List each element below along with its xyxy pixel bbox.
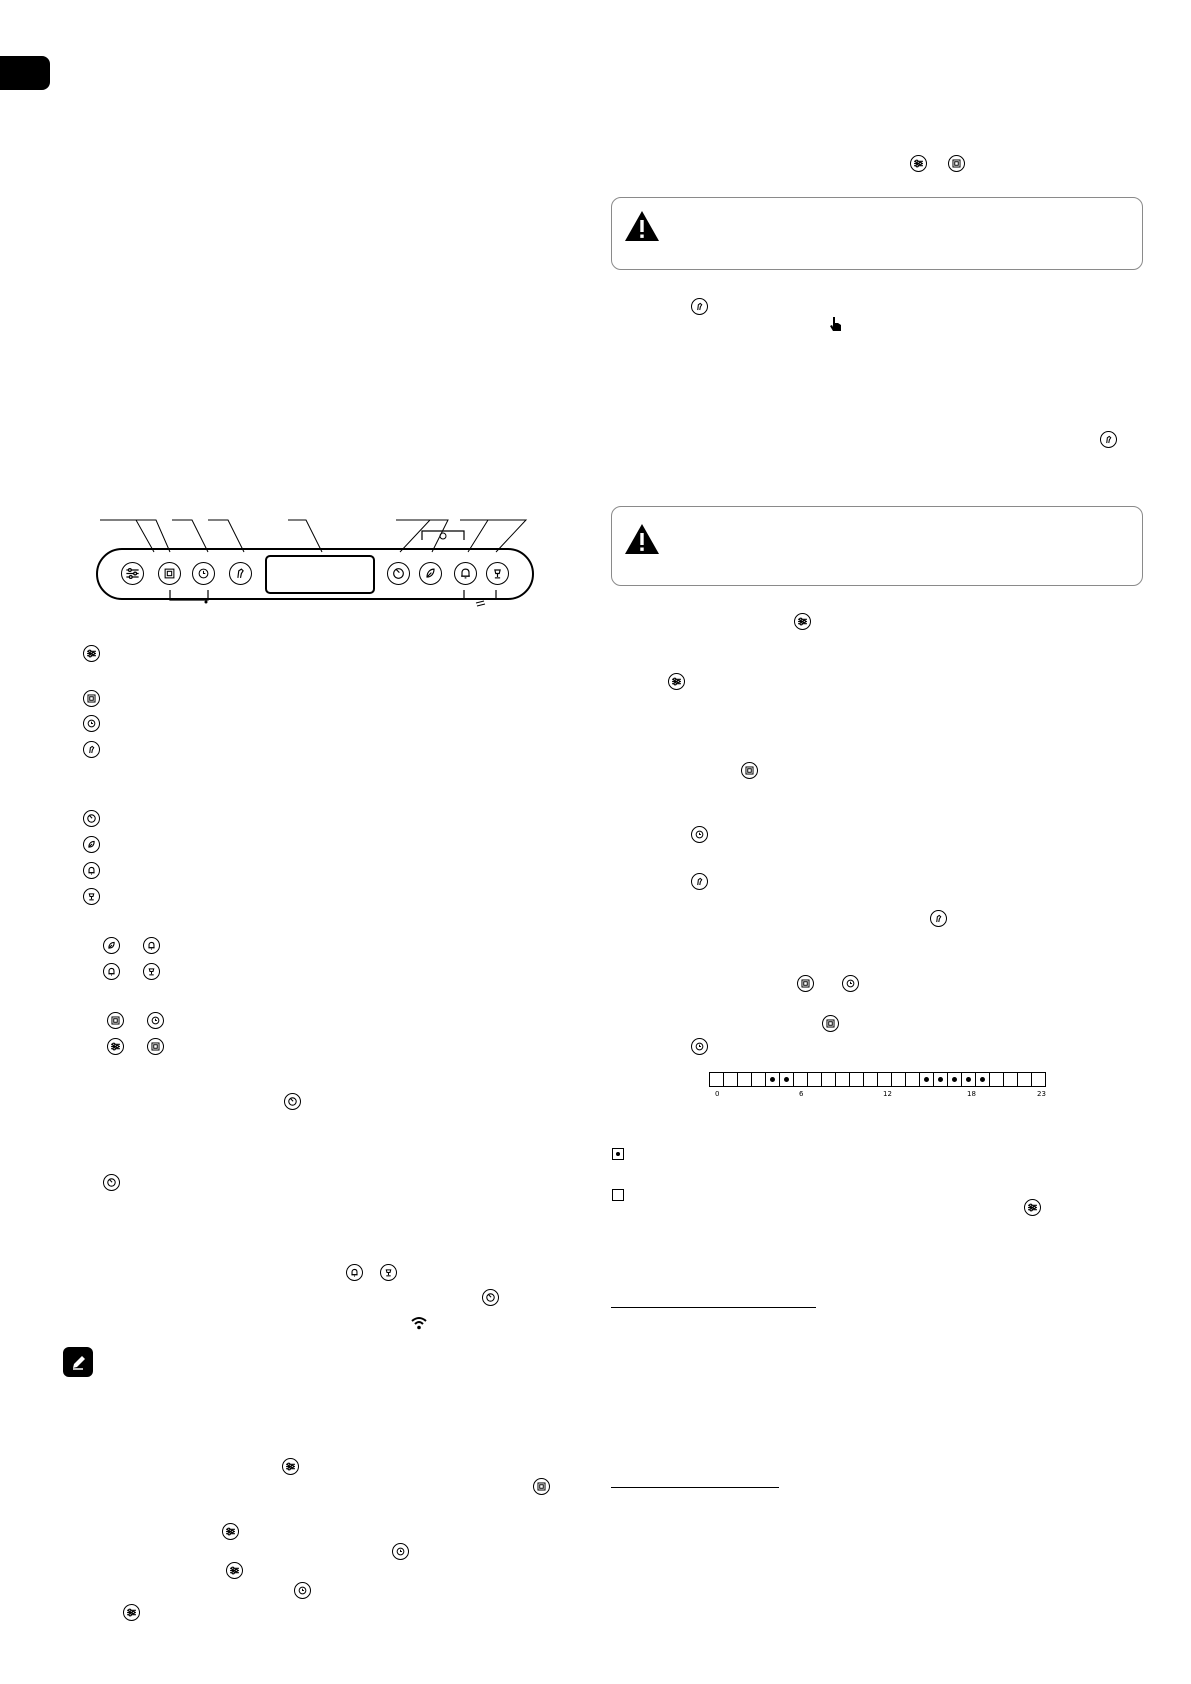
hour-tick-label: 0 — [715, 1090, 720, 1098]
hour-cell[interactable] — [751, 1072, 766, 1087]
program-square-icon — [797, 975, 814, 992]
settings-sliders-icon — [668, 673, 685, 690]
settings-sliders-icon — [107, 1038, 124, 1055]
hour-cell[interactable] — [919, 1072, 934, 1087]
active-hour-dot — [938, 1077, 943, 1082]
hour-cell[interactable] — [905, 1072, 920, 1087]
active-hour-dot — [784, 1077, 789, 1082]
panel-hand-button[interactable] — [229, 562, 252, 585]
hour-cell[interactable] — [779, 1072, 794, 1087]
hour-cell[interactable] — [863, 1072, 878, 1087]
clock-icon — [392, 1543, 409, 1560]
flush-icon — [380, 1264, 397, 1281]
active-hour-dot — [966, 1077, 971, 1082]
hour-cell[interactable] — [835, 1072, 850, 1087]
clock-icon — [691, 1038, 708, 1055]
warning-triangle-icon — [624, 523, 660, 555]
hour-cell[interactable] — [765, 1072, 780, 1087]
hour-cell[interactable] — [709, 1072, 724, 1087]
active-hour-dot — [924, 1077, 929, 1082]
section-underline-2 — [611, 1487, 779, 1488]
program-square-icon — [107, 1012, 124, 1029]
power-icon — [482, 1289, 499, 1306]
hour-cell[interactable] — [807, 1072, 822, 1087]
hour-tick-label: 6 — [799, 1090, 804, 1098]
program-square-icon — [741, 762, 758, 779]
hour-cell[interactable] — [891, 1072, 906, 1087]
warning-box-1 — [611, 197, 1143, 270]
settings-sliders-icon — [226, 1562, 243, 1579]
leaf-icon — [103, 937, 120, 954]
hour-cell[interactable] — [1003, 1072, 1018, 1087]
hour-tick-label: 18 — [967, 1090, 976, 1098]
hour-cell[interactable] — [975, 1072, 990, 1087]
program-square-icon — [533, 1478, 550, 1495]
combo-bracket-left — [168, 588, 212, 604]
hour-cell[interactable] — [947, 1072, 962, 1087]
panel-settings-button[interactable] — [121, 562, 144, 585]
language-tab — [0, 56, 50, 90]
program-square-icon — [147, 1038, 164, 1055]
hour-tick-label: 12 — [883, 1090, 892, 1098]
wifi-icon — [411, 1316, 427, 1330]
panel-bell-button[interactable] — [454, 562, 477, 585]
settings-sliders-icon — [1024, 1199, 1041, 1216]
active-hour-dot — [952, 1077, 957, 1082]
power-icon — [284, 1093, 301, 1110]
leaf-icon — [83, 836, 100, 853]
hour-cell[interactable] — [989, 1072, 1004, 1087]
hour-cell[interactable] — [1017, 1072, 1032, 1087]
hour-cell[interactable] — [849, 1072, 864, 1087]
hand-icon — [83, 741, 100, 758]
hand-icon — [691, 298, 708, 315]
hour-cell[interactable] — [821, 1072, 836, 1087]
hour-cell[interactable] — [723, 1072, 738, 1087]
power-icon — [103, 1174, 120, 1191]
warning-triangle-icon — [624, 210, 660, 242]
settings-sliders-icon — [910, 155, 927, 172]
active-hour-dot — [770, 1077, 775, 1082]
clock-icon — [842, 975, 859, 992]
settings-sliders-icon — [83, 645, 100, 662]
hour-tick-label: 23 — [1037, 1090, 1046, 1098]
hand-icon — [930, 910, 947, 927]
panel-program-button[interactable] — [158, 562, 181, 585]
power-icon — [83, 810, 100, 827]
note-pencil-icon — [63, 1347, 93, 1377]
pointer-hand-icon — [828, 315, 844, 333]
bell-icon — [143, 937, 160, 954]
hour-cell[interactable] — [1031, 1072, 1046, 1087]
bell-icon — [346, 1264, 363, 1281]
panel-leaf-button[interactable] — [419, 562, 442, 585]
active-hour-legend-box — [612, 1148, 624, 1160]
clock-icon — [691, 826, 708, 843]
eco-bracket — [420, 528, 468, 542]
panel-display — [265, 555, 375, 594]
settings-sliders-icon — [794, 613, 811, 630]
section-underline-1 — [611, 1307, 816, 1308]
hour-cell[interactable] — [877, 1072, 892, 1087]
inactive-hour-legend-box — [612, 1189, 624, 1201]
program-square-icon — [948, 155, 965, 172]
settings-sliders-icon — [222, 1523, 239, 1540]
panel-power-button[interactable] — [387, 562, 410, 585]
flush-icon — [143, 963, 160, 980]
clock-icon — [83, 715, 100, 732]
hand-icon — [691, 873, 708, 890]
program-square-icon — [822, 1015, 839, 1032]
hour-cell[interactable] — [961, 1072, 976, 1087]
bell-icon — [83, 862, 100, 879]
hand-icon — [1100, 431, 1117, 448]
timer-grid — [710, 1072, 1046, 1098]
settings-sliders-icon — [282, 1458, 299, 1475]
clock-icon — [147, 1012, 164, 1029]
bell-icon — [103, 963, 120, 980]
clock-icon — [294, 1582, 311, 1599]
hour-cell[interactable] — [737, 1072, 752, 1087]
settings-sliders-icon — [123, 1604, 140, 1621]
warning-box-2 — [611, 506, 1143, 586]
flush-icon — [83, 888, 100, 905]
combo-bracket-right — [462, 588, 500, 608]
panel-flush-button[interactable] — [486, 562, 509, 585]
program-square-icon — [83, 690, 100, 707]
active-hour-dot — [980, 1077, 985, 1082]
hour-cell[interactable] — [933, 1072, 948, 1087]
panel-clock-button[interactable] — [192, 562, 215, 585]
hour-cell[interactable] — [793, 1072, 808, 1087]
